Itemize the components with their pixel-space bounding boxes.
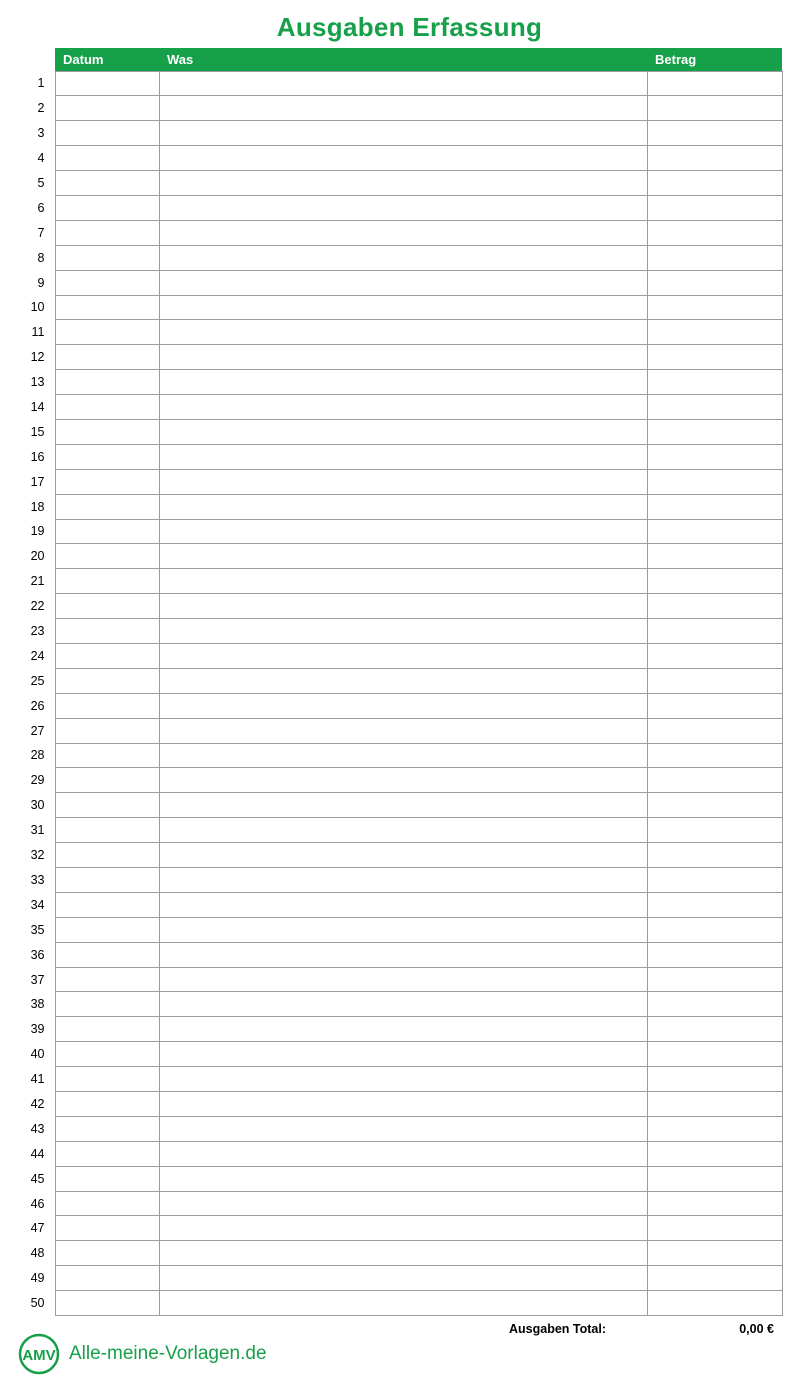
row-number: 39: [30, 1022, 45, 1037]
cell-amount[interactable]: [647, 619, 782, 644]
cell-date[interactable]: [55, 1067, 159, 1092]
row-number: 7: [37, 225, 45, 240]
row-number: 24: [30, 648, 45, 663]
table-row: [10, 1116, 782, 1141]
cell-what[interactable]: [159, 818, 647, 843]
cell-amount[interactable]: [647, 1166, 782, 1191]
row-number: 32: [30, 848, 45, 863]
row-number: 21: [30, 574, 45, 589]
cell-date[interactable]: [55, 1241, 159, 1266]
table-row: [10, 1141, 782, 1166]
cell-what[interactable]: [159, 1116, 647, 1141]
cell-amount[interactable]: [647, 270, 782, 295]
row-number: 13: [30, 375, 45, 390]
table-row: [10, 419, 782, 444]
row-number: 18: [30, 499, 45, 514]
cell-what[interactable]: [159, 220, 647, 245]
cell-amount[interactable]: [647, 718, 782, 743]
cell-what[interactable]: [159, 1042, 647, 1067]
row-number: 22: [30, 599, 45, 614]
cell-what[interactable]: [159, 868, 647, 893]
cell-what[interactable]: [159, 469, 647, 494]
row-number: 45: [30, 1171, 45, 1186]
row-number: 33: [30, 872, 45, 887]
table-row: [10, 892, 782, 917]
cell-date[interactable]: [55, 270, 159, 295]
table-body: [10, 71, 782, 1316]
cell-what[interactable]: [159, 1266, 647, 1291]
table-row: [10, 1191, 782, 1216]
cell-amount[interactable]: [647, 295, 782, 320]
table-row: [10, 1166, 782, 1191]
table-row: [10, 171, 782, 196]
cell-what[interactable]: [159, 793, 647, 818]
cell-date[interactable]: [55, 569, 159, 594]
row-number: 38: [30, 997, 45, 1012]
cell-amount[interactable]: [647, 643, 782, 668]
cell-what[interactable]: [159, 295, 647, 320]
table-row: [10, 395, 782, 420]
table-row: [10, 643, 782, 668]
table-row: [10, 1067, 782, 1092]
table-row: [10, 370, 782, 395]
row-number: 4: [37, 151, 45, 166]
amv-logo-icon: [18, 1333, 60, 1375]
cell-what[interactable]: [159, 146, 647, 171]
cell-what[interactable]: [159, 1092, 647, 1117]
cell-amount[interactable]: [647, 668, 782, 693]
cell-what[interactable]: [159, 1141, 647, 1166]
cell-date[interactable]: [55, 1092, 159, 1117]
cell-what[interactable]: [159, 967, 647, 992]
cell-date[interactable]: [55, 1042, 159, 1067]
cell-amount[interactable]: [647, 1116, 782, 1141]
cell-date[interactable]: [55, 519, 159, 544]
row-number: 43: [30, 1121, 45, 1136]
table-row: [10, 1017, 782, 1042]
row-number: 27: [30, 723, 45, 738]
expense-table-container: [10, 48, 782, 1316]
cell-amount[interactable]: [647, 121, 782, 146]
cell-amount[interactable]: [647, 818, 782, 843]
table-row: [10, 967, 782, 992]
cell-date[interactable]: [55, 917, 159, 942]
table-row: [10, 743, 782, 768]
cell-amount[interactable]: [647, 519, 782, 544]
cell-amount[interactable]: [647, 1266, 782, 1291]
cell-date[interactable]: [55, 1017, 159, 1042]
cell-what[interactable]: [159, 395, 647, 420]
table-row: [10, 1092, 782, 1117]
cell-what[interactable]: [159, 1216, 647, 1241]
table-row: [10, 345, 782, 370]
cell-amount[interactable]: [647, 992, 782, 1017]
row-number: 34: [30, 897, 45, 912]
cell-amount[interactable]: [647, 345, 782, 370]
cell-what[interactable]: [159, 668, 647, 693]
cell-date[interactable]: [55, 793, 159, 818]
cell-amount[interactable]: [647, 594, 782, 619]
cell-amount[interactable]: [647, 793, 782, 818]
row-number: 50: [30, 1296, 45, 1311]
cell-date[interactable]: [55, 171, 159, 196]
table-row: [10, 917, 782, 942]
row-number: 44: [30, 1146, 45, 1161]
cell-amount[interactable]: [647, 1241, 782, 1266]
cell-what[interactable]: [159, 419, 647, 444]
table-row: [10, 469, 782, 494]
table-row: [10, 668, 782, 693]
cell-amount[interactable]: [647, 395, 782, 420]
cell-amount[interactable]: [647, 71, 782, 96]
cell-what[interactable]: [159, 195, 647, 220]
row-number: 20: [30, 549, 45, 564]
cell-date[interactable]: [55, 619, 159, 644]
cell-what[interactable]: [159, 245, 647, 270]
cell-what[interactable]: [159, 171, 647, 196]
cell-amount[interactable]: [647, 220, 782, 245]
row-number: 19: [30, 524, 45, 539]
row-number: 12: [30, 350, 45, 365]
cell-date[interactable]: [55, 370, 159, 395]
row-number: 3: [37, 126, 45, 141]
total-label: Ausgaben Total:: [509, 1322, 606, 1336]
cell-date[interactable]: [55, 444, 159, 469]
row-number: 17: [30, 474, 45, 489]
row-number: 36: [30, 947, 45, 962]
column-header-number: [10, 48, 55, 71]
table-row: [10, 220, 782, 245]
cell-amount[interactable]: [647, 1092, 782, 1117]
table-row: [10, 96, 782, 121]
row-number: 2: [37, 101, 45, 116]
total-row: [422, 1322, 782, 1336]
row-number: 31: [30, 823, 45, 838]
cell-date[interactable]: [55, 668, 159, 693]
cell-what[interactable]: [159, 1166, 647, 1191]
cell-amount[interactable]: [647, 743, 782, 768]
row-number: 5: [37, 176, 45, 190]
table-row: [10, 320, 782, 345]
row-number: 6: [37, 200, 45, 215]
cell-date[interactable]: [55, 469, 159, 494]
cell-amount[interactable]: [647, 1141, 782, 1166]
cell-what[interactable]: [159, 917, 647, 942]
cell-what[interactable]: [159, 345, 647, 370]
cell-date[interactable]: [55, 544, 159, 569]
cell-amount[interactable]: [647, 1042, 782, 1067]
table-row: [10, 71, 782, 96]
cell-amount[interactable]: [647, 569, 782, 594]
row-number: 40: [30, 1047, 45, 1062]
cell-amount[interactable]: [647, 245, 782, 270]
cell-amount[interactable]: [647, 1067, 782, 1092]
cell-amount[interactable]: [647, 96, 782, 121]
table-row: [10, 569, 782, 594]
table-row: [10, 1042, 782, 1067]
cell-amount[interactable]: [647, 320, 782, 345]
table-row: [10, 494, 782, 519]
table-row: [10, 1216, 782, 1241]
cell-date[interactable]: [55, 743, 159, 768]
cell-amount[interactable]: [647, 1017, 782, 1042]
row-number: 49: [30, 1271, 45, 1286]
row-number: 8: [37, 250, 45, 265]
row-number: 25: [30, 673, 45, 688]
column-header-what: Was: [159, 48, 647, 71]
cell-amount[interactable]: [647, 1216, 782, 1241]
svg-text:AMV: AMV: [22, 1347, 56, 1364]
cell-date[interactable]: [55, 195, 159, 220]
cell-amount[interactable]: [647, 843, 782, 868]
cell-amount[interactable]: [647, 1191, 782, 1216]
row-number: 9: [37, 275, 45, 290]
cell-amount[interactable]: [647, 195, 782, 220]
cell-date[interactable]: [55, 1166, 159, 1191]
row-number: 28: [30, 748, 45, 763]
cell-date[interactable]: [55, 320, 159, 345]
cell-date[interactable]: [55, 419, 159, 444]
cell-date[interactable]: [55, 718, 159, 743]
table-row: [10, 270, 782, 295]
cell-date[interactable]: [55, 96, 159, 121]
row-number: 48: [30, 1246, 45, 1261]
cell-amount[interactable]: [647, 693, 782, 718]
row-number: 35: [30, 922, 45, 937]
table-row: [10, 245, 782, 270]
table-row: [10, 195, 782, 220]
cell-amount[interactable]: [647, 544, 782, 569]
cell-date[interactable]: [55, 818, 159, 843]
cell-what[interactable]: [159, 320, 647, 345]
cell-date[interactable]: [55, 71, 159, 96]
cell-date[interactable]: [55, 220, 159, 245]
cell-what[interactable]: [159, 370, 647, 395]
table-row: [10, 121, 782, 146]
row-number: 46: [30, 1196, 45, 1211]
row-number: 10: [30, 300, 45, 315]
cell-what[interactable]: [159, 494, 647, 519]
cell-date[interactable]: [55, 892, 159, 917]
cell-date[interactable]: [55, 643, 159, 668]
table-row: [10, 594, 782, 619]
cell-what[interactable]: [159, 718, 647, 743]
cell-date[interactable]: [55, 1191, 159, 1216]
row-number: 23: [30, 624, 45, 639]
table-row: [10, 718, 782, 743]
cell-amount[interactable]: [647, 171, 782, 196]
cell-date[interactable]: [55, 1266, 159, 1291]
cell-amount[interactable]: [647, 942, 782, 967]
cell-date[interactable]: [55, 693, 159, 718]
table-row: [10, 619, 782, 644]
table-header: [10, 48, 782, 71]
cell-amount[interactable]: [647, 146, 782, 171]
cell-what[interactable]: [159, 1067, 647, 1092]
cell-amount[interactable]: [647, 768, 782, 793]
table-row: [10, 693, 782, 718]
brand-footer: [18, 1333, 267, 1375]
cell-amount[interactable]: [647, 1291, 782, 1316]
cell-amount[interactable]: [647, 892, 782, 917]
cell-what[interactable]: [159, 1291, 647, 1316]
table-row: [10, 768, 782, 793]
cell-what[interactable]: [159, 843, 647, 868]
cell-what[interactable]: [159, 71, 647, 96]
table-row: [10, 1266, 782, 1291]
table-row: [10, 146, 782, 171]
cell-amount[interactable]: [647, 370, 782, 395]
row-number: 37: [30, 972, 45, 987]
row-number: 11: [31, 325, 45, 340]
cell-what[interactable]: [159, 693, 647, 718]
cell-what[interactable]: [159, 942, 647, 967]
cell-what[interactable]: [159, 270, 647, 295]
cell-amount[interactable]: [647, 469, 782, 494]
table-header-row: [10, 48, 782, 71]
column-header-amount: Betrag: [647, 48, 782, 71]
cell-what[interactable]: [159, 96, 647, 121]
cell-date[interactable]: [55, 121, 159, 146]
cell-date[interactable]: [55, 843, 159, 868]
row-number: 15: [30, 424, 45, 439]
cell-what[interactable]: [159, 569, 647, 594]
cell-date[interactable]: [55, 494, 159, 519]
cell-date[interactable]: [55, 942, 159, 967]
cell-what[interactable]: [159, 768, 647, 793]
cell-what[interactable]: [159, 619, 647, 644]
cell-what[interactable]: [159, 743, 647, 768]
cell-date[interactable]: [55, 395, 159, 420]
table-row: [10, 868, 782, 893]
row-number: 30: [30, 798, 45, 813]
page-title: Ausgaben Erfassung: [276, 12, 543, 42]
cell-amount[interactable]: [647, 494, 782, 519]
row-number: 14: [30, 400, 45, 415]
cell-what[interactable]: [159, 519, 647, 544]
sheet-footer: [10, 1315, 782, 1375]
cell-date[interactable]: [55, 967, 159, 992]
row-number: 42: [30, 1096, 45, 1111]
expense-table: [10, 48, 783, 1316]
table-row: [10, 992, 782, 1017]
row-number: 16: [30, 449, 45, 464]
cell-date[interactable]: [55, 1291, 159, 1316]
cell-date[interactable]: [55, 992, 159, 1017]
cell-what[interactable]: [159, 992, 647, 1017]
table-row: [10, 793, 782, 818]
cell-date[interactable]: [55, 594, 159, 619]
table-row: [10, 843, 782, 868]
row-number: 41: [30, 1072, 45, 1087]
cell-date[interactable]: [55, 245, 159, 270]
table-row: [10, 295, 782, 320]
cell-what[interactable]: [159, 1191, 647, 1216]
cell-date[interactable]: [55, 1141, 159, 1166]
table-row: [10, 942, 782, 967]
cell-what[interactable]: [159, 643, 647, 668]
table-row: [10, 1241, 782, 1266]
row-number: 26: [30, 698, 45, 713]
table-row: [10, 1291, 782, 1316]
cell-amount[interactable]: [647, 967, 782, 992]
table-row: [10, 519, 782, 544]
table-row: [10, 544, 782, 569]
cell-amount[interactable]: [647, 444, 782, 469]
cell-date[interactable]: [55, 146, 159, 171]
cell-date[interactable]: [55, 1216, 159, 1241]
table-row: [10, 818, 782, 843]
table-row: [10, 444, 782, 469]
cell-what[interactable]: [159, 444, 647, 469]
cell-what[interactable]: [159, 121, 647, 146]
column-header-date: Datum: [55, 48, 159, 71]
cell-amount[interactable]: [647, 917, 782, 942]
cell-date[interactable]: [55, 295, 159, 320]
cell-date[interactable]: [55, 768, 159, 793]
brand-name: Alle-meine-Vorlagen.de: [69, 1343, 267, 1364]
row-number: 29: [30, 773, 45, 788]
cell-date[interactable]: [55, 868, 159, 893]
row-number: 47: [30, 1221, 45, 1236]
total-value: 0,00 €: [739, 1322, 774, 1336]
cell-what[interactable]: [159, 544, 647, 569]
cell-date[interactable]: [55, 345, 159, 370]
cell-date[interactable]: [55, 1116, 159, 1141]
cell-amount[interactable]: [647, 868, 782, 893]
cell-what[interactable]: [159, 594, 647, 619]
cell-what[interactable]: [159, 892, 647, 917]
cell-amount[interactable]: [647, 419, 782, 444]
cell-what[interactable]: [159, 1241, 647, 1266]
cell-what[interactable]: [159, 1017, 647, 1042]
row-number: 1: [37, 76, 45, 91]
